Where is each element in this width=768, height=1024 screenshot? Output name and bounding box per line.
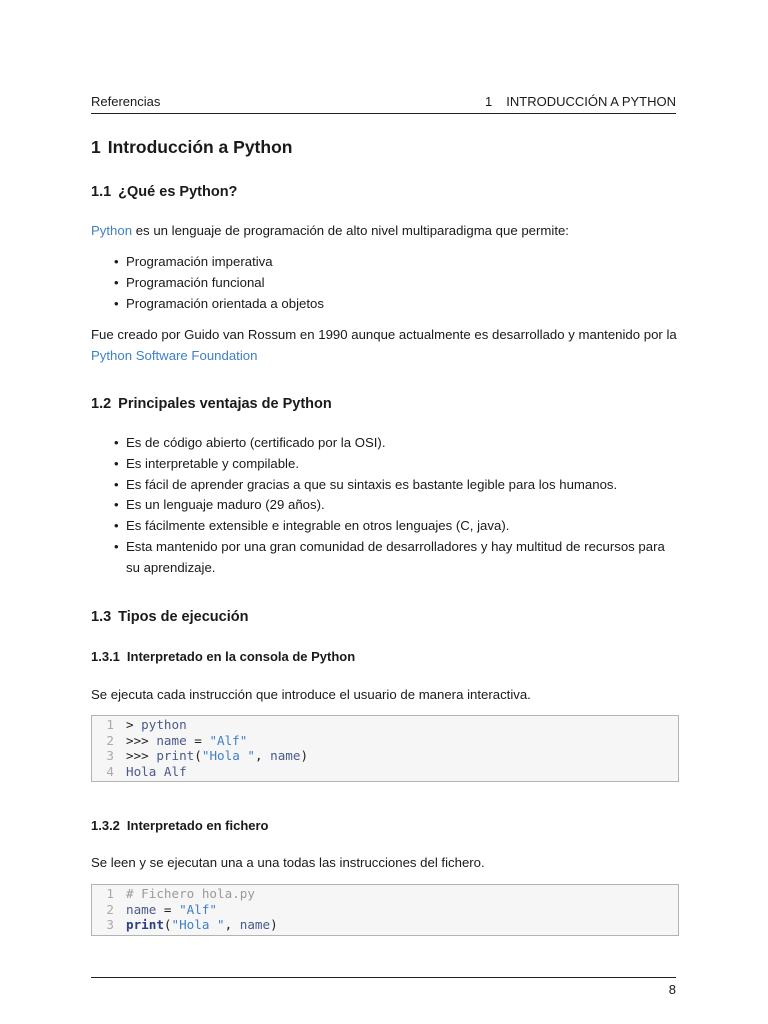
code-token: "Hola " [171, 917, 225, 932]
code-line [92, 902, 678, 918]
code-token: Hola Alf [126, 763, 187, 779]
code-token: ) [300, 748, 309, 763]
list-item: • Programación imperativa [91, 252, 679, 273]
line-number: 1 [106, 886, 114, 901]
code-token: >>> [126, 732, 157, 748]
line-number: 4 [106, 763, 114, 779]
advantages-list [91, 433, 679, 579]
list-item: • Es un lenguaje maduro (29 años). [91, 495, 679, 516]
subsubsection-title-1-3-2 [91, 818, 269, 833]
code-token: >>> [126, 748, 157, 763]
subsubsection-title-1-3-1 [91, 649, 355, 664]
code-token: python [141, 717, 187, 732]
code-line [92, 748, 678, 764]
console-description: Se ejecuta cada instrucción que introduce el usuario de manera interactiva. [91, 687, 531, 702]
line-number: 2 [106, 901, 114, 917]
header-left-label: Referencias [91, 94, 161, 109]
header-section-number: 1 [485, 94, 493, 109]
line-number: 2 [106, 732, 114, 748]
line-number: 3 [106, 917, 114, 932]
section-number: 1 [91, 137, 101, 157]
code-token: = [156, 901, 180, 917]
list-item: • Es interpretable y compilable. [91, 454, 679, 475]
code-token: > [126, 717, 142, 732]
code-token: ) [270, 917, 278, 932]
code-token: ( [194, 748, 202, 763]
code-token: print [156, 748, 195, 763]
psf-link[interactable]: Python Software Foundation [91, 347, 258, 363]
file-description: Se leen y se ejecutan una a una todas las instrucciones del fichero. [91, 855, 485, 870]
subsection-title-1-1 [91, 184, 237, 200]
code-block-file [91, 884, 679, 936]
code-line [92, 733, 678, 749]
code-token: name [156, 732, 187, 748]
subsection-title-1-2 [91, 396, 332, 412]
list-item: • Programación orientada a objetos [91, 294, 679, 315]
python-intro-paragraph [91, 221, 679, 242]
line-number: 1 [106, 717, 114, 732]
code-line [92, 717, 678, 733]
code-line [92, 917, 678, 933]
code-token: "Hola " [201, 748, 255, 763]
creator-paragraph [91, 325, 679, 366]
header-section-title: INTRODUCCIÓN A PYTHON [506, 94, 676, 109]
footer-rule [91, 977, 676, 978]
subsubsection-number: 1.3.1 [91, 649, 120, 664]
code-token: print [126, 917, 164, 932]
section-title-text: Introducción a Python [107, 137, 293, 157]
paradigm-list [91, 252, 679, 314]
subsubsection-number: 1.3.2 [91, 818, 120, 833]
code-line [92, 764, 678, 780]
list-item: • Es fácilmente extensible e integrable en otros lenguajes (C, java). [91, 516, 679, 537]
list-item: • Es de código abierto (certificado por la OSI). [91, 433, 679, 454]
list-item: • Esta mantenido por una gran comunidad de desarrolladores y hay multitud de recursos para su aprendizaje. [91, 537, 679, 579]
code-token: = [186, 732, 210, 748]
page-number: 8 [668, 982, 676, 997]
code-token: ( [163, 917, 172, 932]
running-header [91, 94, 676, 114]
list-item: • Es fácil de aprender gracias a que su sintaxis es bastante legible para los humanos. [91, 475, 679, 496]
subsection-number: 1.3 [91, 609, 112, 625]
python-link[interactable]: Python [91, 223, 133, 238]
code-token: "Alf" [209, 732, 248, 748]
code-token: , [224, 917, 240, 932]
header-section [485, 94, 676, 110]
code-block-console [91, 715, 679, 782]
intro-text: es un lenguaje de programación de alto nivel multiparadigma que permite: [132, 223, 569, 238]
subsection-title-1-3 [91, 609, 248, 625]
subsection-number: 1.2 [91, 396, 112, 412]
subsubsection-title-text: Interpretado en fichero [126, 818, 269, 833]
code-token: name [239, 917, 271, 932]
subsubsection-title-text: Interpretado en la consola de Python [126, 649, 356, 664]
code-token: name [126, 901, 157, 917]
code-token: "Alf" [179, 901, 218, 917]
line-number: 3 [106, 748, 114, 763]
subsection-title-text: Principales ventajas de Python [118, 396, 332, 412]
subsection-number: 1.1 [91, 184, 112, 200]
subsection-title-text: ¿Qué es Python? [118, 184, 238, 200]
code-line [92, 886, 678, 902]
code-token: , [254, 748, 271, 763]
code-token: name [270, 748, 301, 763]
code-token: # Fichero hola.py [126, 886, 255, 901]
list-item: • Programación funcional [91, 273, 679, 294]
subsection-title-text: Tipos de ejecución [118, 609, 249, 625]
section-title-1 [91, 137, 292, 158]
creator-text: Fue creado por Guido van Rossum en 1990 aunque actualmente es desarrollado y mantenido por la [91, 327, 677, 342]
